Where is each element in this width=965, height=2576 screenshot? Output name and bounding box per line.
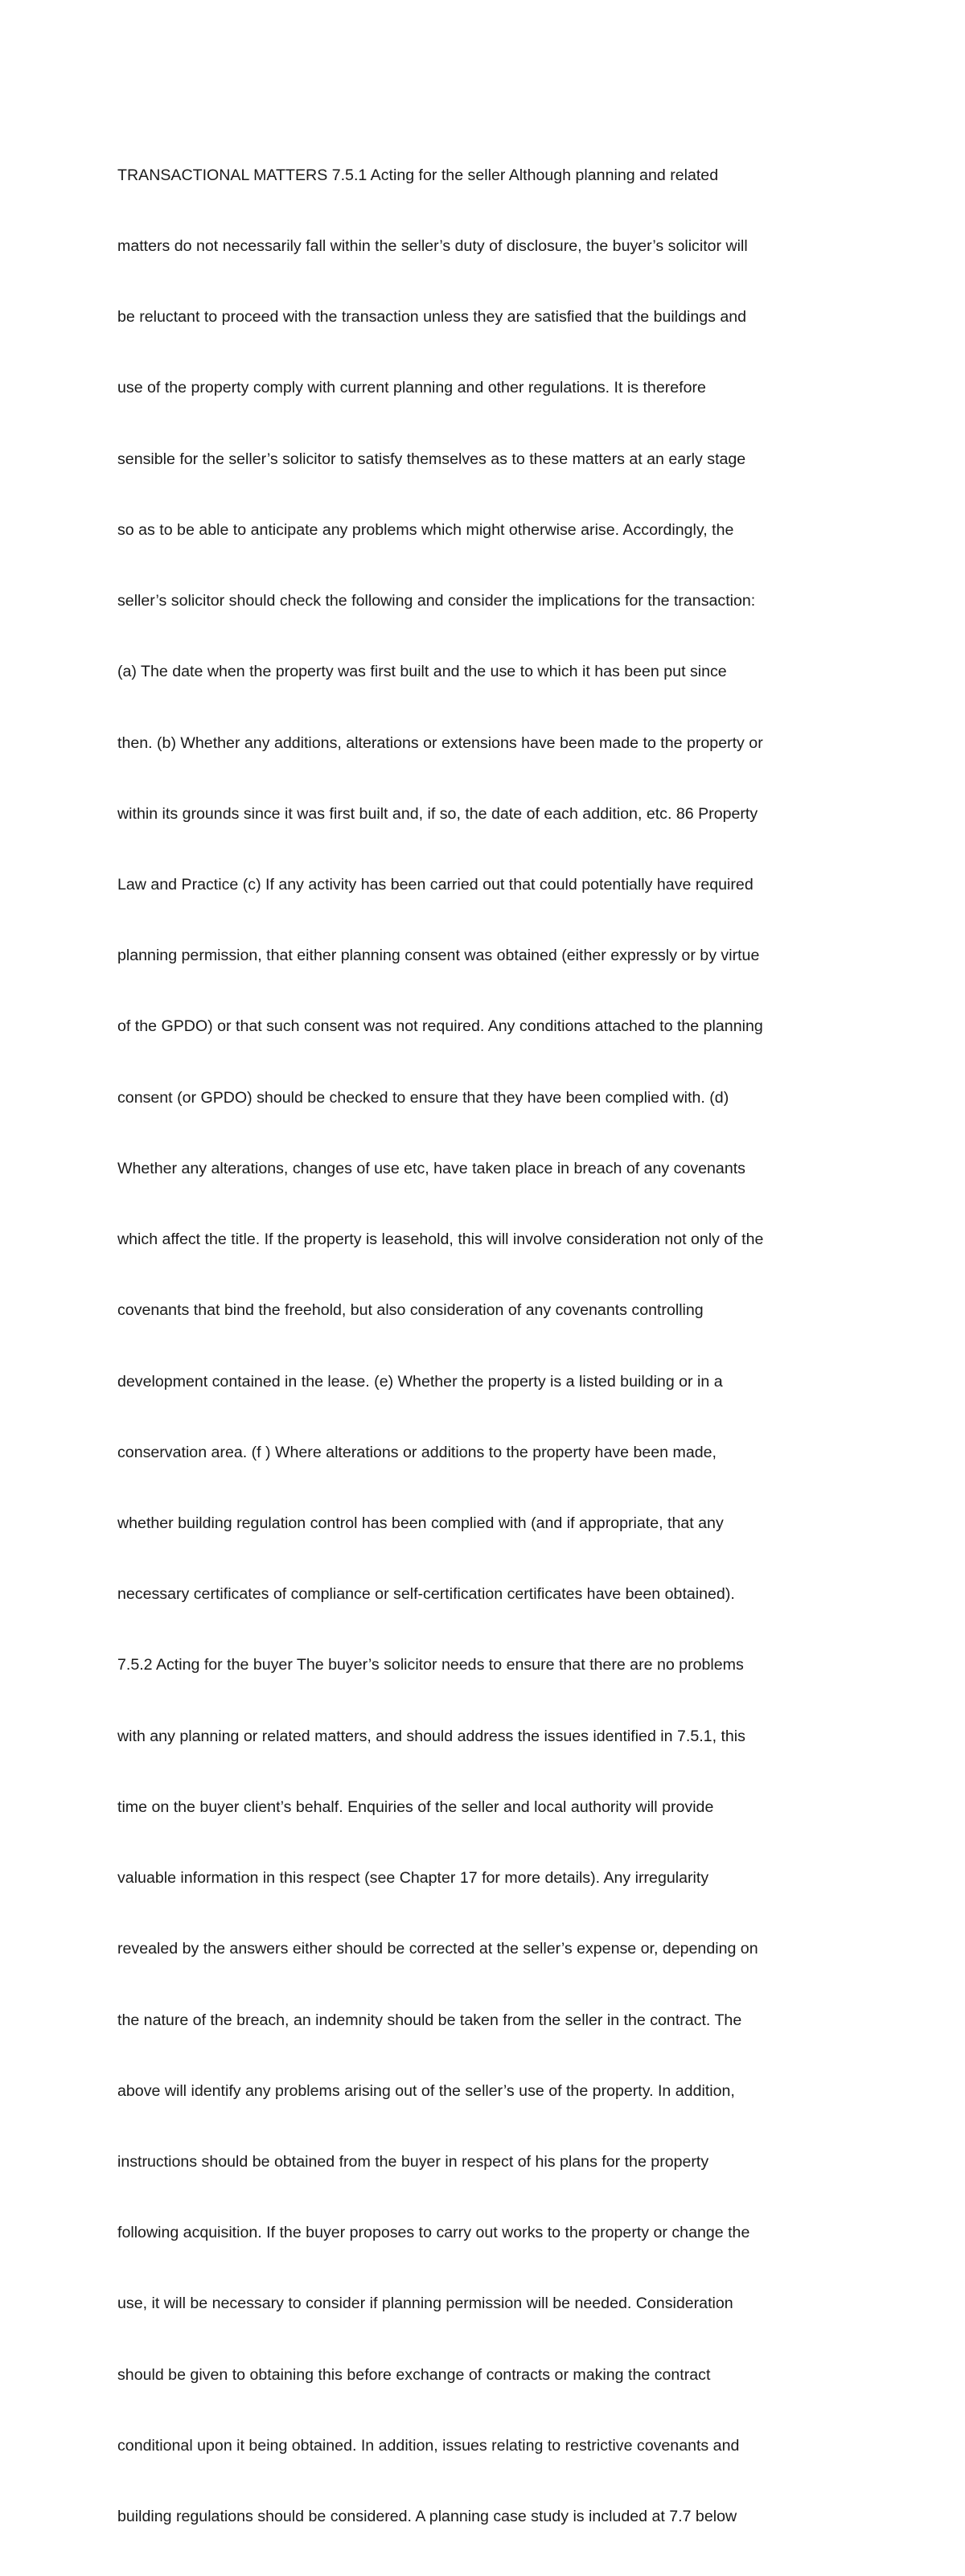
text-line: conditional upon it being obtained. In addition, issues relating to restrictive covenants and [117,2436,740,2455]
text-line: conservation area. (f ) Where alterations or additions to the property have been made, [117,1443,717,1461]
text-line: use of the property comply with current planning and other regulations. It is therefore [117,379,706,397]
text-line: time on the buyer client’s behalf. Enquiries of the seller and local authority will provide [117,1797,714,1816]
text-line: above will identify any problems arising out of the seller’s use of the property. In addition, [117,2081,735,2100]
text-line: 7.5.2 Acting for the buyer The buyer’s solicitor needs to ensure that there are no problems [117,1656,744,1674]
text-line: planning permission, that either planning consent was obtained (either expressly or by virtue [117,947,760,965]
text-line: sensible for the seller’s solicitor to satisfy themselves as to these matters at an early stage [117,450,746,468]
text-line: use, it will be necessary to consider if planning permission will be needed. Consideration [117,2295,733,2313]
text-line: which affect the title. If the property is leasehold, this will involve consideration not only of the [117,1230,764,1249]
text-line: consent (or GPDO) should be checked to ensure that they have been complied with. (d) [117,1088,729,1107]
text-line: the nature of the breach, an indemnity should be taken from the seller in the contract. The [117,2011,742,2029]
text-line: valuable information in this respect (see Chapter 17 for more details). Any irregularity [117,1869,709,1888]
text-line: (a) The date when the property was first built and the use to which it has been put since [117,663,727,681]
text-line: covenants that bind the freehold, but also consideration of any covenants controlling [117,1301,704,1320]
text-line: within its grounds since it was first built and, if so, the date of each addition, etc. 86 Property [117,804,758,823]
text-line: should be given to obtaining this before exchange of contracts or making the contract [117,2365,711,2384]
text-line: seller’s solicitor should check the following and consider the implications for the transaction: [117,592,756,610]
text-line: Law and Practice (c) If any activity has been carried out that could potentially have required [117,876,754,894]
text-line: with any planning or related matters, and should address the issues identified in 7.5.1, this [117,1727,745,1745]
text-line: so as to be able to anticipate any problems which might otherwise arise. Accordingly, the [117,520,734,539]
text-line: be reluctant to proceed with the transaction unless they are satisfied that the buildings and [117,308,747,327]
text-line: whether building regulation control has been complied with (and if appropriate, that any [117,1514,724,1532]
text-line: Whether any alterations, changes of use etc, have taken place in breach of any covenants [117,1159,745,1177]
text-line: matters do not necessarily fall within the seller’s duty of disclosure, the buyer’s solicitor will [117,237,748,256]
text-line: following acquisition. If the buyer proposes to carry out works to the property or change the [117,2224,750,2242]
text-line: building regulations should be considered. A planning case study is included at 7.7 below [117,2508,737,2526]
body-text [117,117,763,2576]
text-line: of the GPDO) or that such consent was not required. Any conditions attached to the planning [117,1017,763,1036]
text-line: instructions should be obtained from the buyer in respect of his plans for the property [117,2152,709,2171]
text-line: development contained in the lease. (e) Whether the property is a listed building or in a [117,1372,723,1391]
text-line: then. (b) Whether any additions, alterations or extensions have been made to the property or [117,733,763,752]
text-line: necessary certificates of compliance or self-certification certificates have been obtained). [117,1585,735,1604]
text-line: TRANSACTIONAL MATTERS 7.5.1 Acting for the seller Although planning and related [117,166,719,184]
text-line: revealed by the answers either should be corrected at the seller’s expense or, depending on [117,1940,758,1958]
